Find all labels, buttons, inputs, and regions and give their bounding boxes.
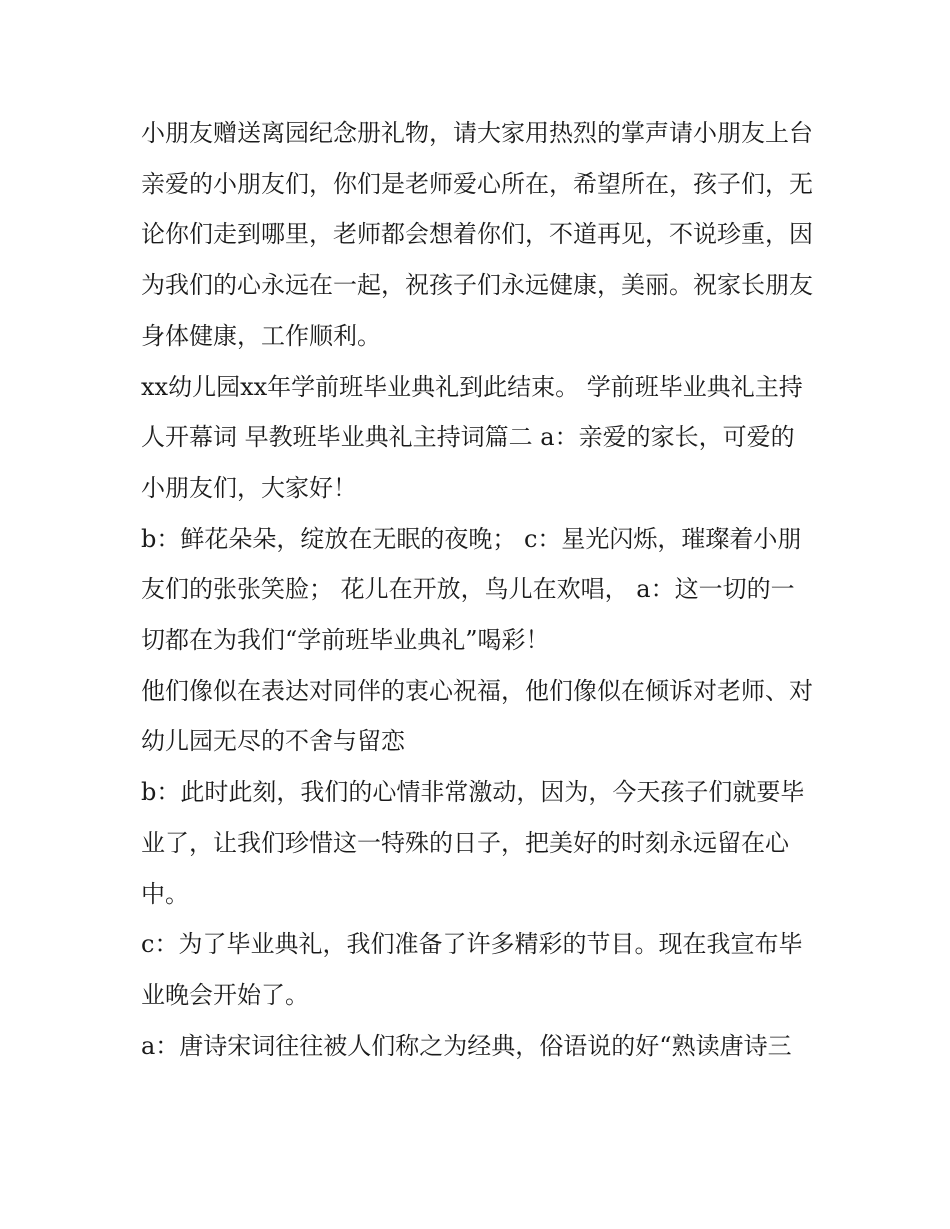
paragraph-presentation-gift: 小朋友赠送离园纪念册礼物，请大家用热烈的掌声请小朋友上台: [141, 119, 813, 147]
paragraph-poetry: a：唐诗宋词往往被人们称之为经典，俗语说的好“熟读唐诗三: [141, 1031, 792, 1060]
document-body: [141, 108, 813, 1071]
paragraph-program-start: c：为了毕业典礼，我们准备了许多精彩的节目。现在我宣布毕业晚会开始了。: [141, 930, 803, 1009]
paragraph-flowers-stars: b：鲜花朵朵，绽放在无眠的夜晚； c：星光闪烁，璀璨着小朋友们的张张笑脸； 花儿在开放，鸟儿在欢唱， a：这一切的一切都在为我们“学前班毕业典礼”喝彩！: [141, 524, 802, 655]
paragraph-ceremony-end: xx幼儿园xx年学前班毕业典礼到此结束。 学前班毕业典礼主持人开幕词 早教班毕业典礼主持词篇二 a：亲爱的家长，可爱的小朋友们，大家好！: [141, 372, 803, 502]
paragraph-blessings: 他们像似在表达对同伴的衷心祝福，他们像似在倾诉对老师、对幼儿园无尽的不舍与留恋: [141, 676, 813, 756]
paragraph-teacher-message: 亲爱的小朋友们，你们是老师爱心所在，希望所在，孩子们，无论你们走到哪里，老师都会想着你们，不道再见，不说珍重，因为我们的心永远在一起，祝孩子们永远健康，美丽。祝家长朋友身体健康，工作顺利。: [141, 169, 813, 350]
paragraph-moment: b：此时此刻，我们的心情非常激动，因为，今天孩子们就要毕业了，让我们珍惜这一特殊的日子，把美好的时刻永远留在心中。: [141, 778, 805, 908]
